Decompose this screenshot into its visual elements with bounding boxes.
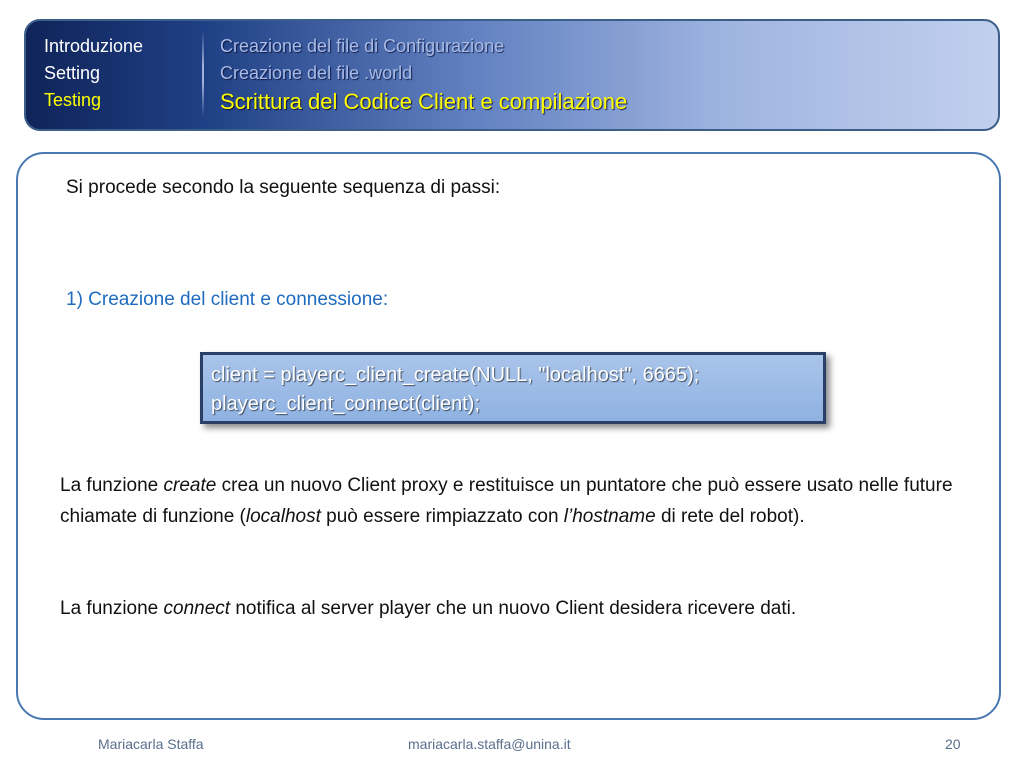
footer-email: mariacarla.staffa@unina.it [408, 736, 571, 752]
subsection-configurazione[interactable]: Creazione del file di Configurazione [220, 36, 505, 56]
subsection-nav [220, 33, 980, 117]
footer-author: Mariacarla Staffa [98, 736, 204, 752]
intro-text: Si procede secondo la seguente sequenza di passi: [66, 177, 501, 198]
subsection-codice-client[interactable]: Scrittura del Codice Client e compilazione [220, 89, 628, 114]
content-frame [16, 152, 1001, 720]
header-banner [24, 19, 1000, 131]
subsection-world[interactable]: Creazione del file .world [220, 63, 413, 83]
section-nav [44, 33, 204, 114]
paragraph-connect [60, 593, 980, 624]
paragraph-create [60, 470, 980, 532]
header-divider [202, 31, 204, 117]
code-line-connect: playerc_client_connect(client); [211, 393, 481, 415]
paragraph-create-text-3: può essere rimpiazzato con [320, 506, 564, 527]
step-heading: 1) Creazione del client e connessione: [66, 289, 389, 310]
section-setting[interactable]: Setting [44, 63, 101, 83]
term-create: create [163, 475, 217, 496]
section-introduzione[interactable]: Introduzione [44, 36, 144, 56]
page-number: 20 [945, 736, 961, 752]
term-connect: connect [163, 598, 231, 619]
paragraph-create-text-4: di rete del robot). [655, 506, 805, 527]
section-testing[interactable]: Testing [44, 90, 102, 110]
paragraph-connect-text-1: La funzione [60, 598, 164, 619]
code-box [200, 352, 826, 424]
term-hostname: l’hostname [563, 506, 656, 527]
paragraph-create-text-2: crea un nuovo Client proxy e restituisce un puntatore che può essere usato nelle future chiamate di funzione ( [60, 475, 953, 527]
paragraph-create-text-1: La funzione [60, 475, 164, 496]
paragraph-connect-text-2: notifica al server player che un nuovo Client desidera ricevere dati. [230, 598, 797, 619]
term-localhost: localhost [245, 506, 321, 527]
code-line-create: client = playerc_client_create(NULL, "localhost", 6665); [211, 364, 700, 386]
